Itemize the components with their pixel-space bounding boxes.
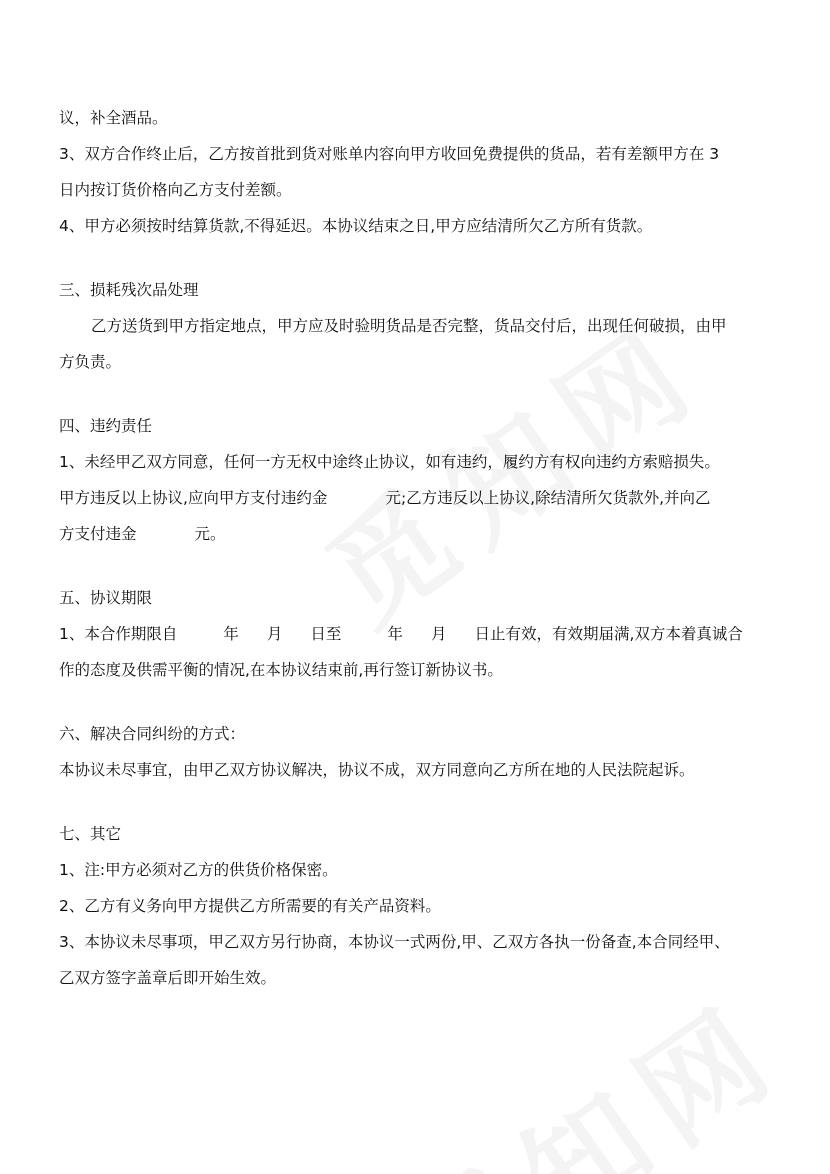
text-span: 元;乙方违反以上协议,除结清所欠货款外,并向乙 (385, 489, 711, 507)
paragraph-line: 方负责。 (59, 353, 122, 371)
paragraph-line: 3、双方合作终止后，乙方按首批到货对账单内容向甲方收回免费提供的货品，若有差额甲方在 3 (59, 145, 720, 163)
paragraph-line: 作的态度及供需平衡的情况,在本协议结束前,再行签订新协议书。 (59, 661, 503, 679)
paragraph-line: 1、未经甲乙双方同意，任何一方无权中途终止协议，如有违约，履约方有权向违约方索赔损失。 (59, 453, 720, 471)
section-title: 四、违约责任 (59, 417, 153, 435)
paragraph-line: 4、甲方必须按时结算货款,不得延迟。本协议结束之日,甲方应结清所欠乙方所有货款。 (59, 217, 653, 235)
text-span: 日至 (310, 625, 342, 643)
text-span: 方支付违金 (59, 525, 137, 543)
section-title: 六、解决合同纠纷的方式： (59, 725, 246, 743)
document-body (59, 100, 775, 996)
text-span: 日止有效，有效期届满,双方本着真诚合 (474, 625, 743, 643)
paragraph-line (59, 616, 775, 652)
text-span: 元。 (194, 525, 226, 543)
text-span: 甲方违反以上协议,应向甲方支付违约金 (59, 489, 328, 507)
paragraph-line: 议，补全酒品。 (59, 109, 168, 127)
section-title: 七、其它 (59, 825, 122, 843)
text-span: 1、本合作期限自 (59, 625, 178, 643)
section-title: 三、损耗残次品处理 (59, 281, 199, 299)
paragraph-line: 乙方送货到甲方指定地点，甲方应及时验明货品是否完整，货品交付后，出现任何破损，由甲 (91, 317, 727, 335)
text-span: 月 (266, 625, 283, 643)
paragraph-line: 日内按订货价格向乙方支付差额。 (59, 181, 292, 199)
paragraph-line: 2、乙方有义务向甲方提供乙方所需要的有关产品资料。 (59, 897, 441, 915)
paragraph-line (59, 480, 775, 516)
paragraph-line (59, 516, 775, 552)
text-span: 月 (430, 625, 447, 643)
paragraph-line: 本协议未尽事宜，由甲乙双方协议解决，协议不成，双方同意向乙方所在地的人民法院起诉。 (59, 761, 695, 779)
paragraph-line: 3、本协议未尽事项，甲乙双方另行协商，本协议一式两份,甲、乙双方各执一份备查,本合同经甲、 (59, 933, 730, 951)
paragraph-line: 乙双方签字盖章后即开始生效。 (59, 969, 277, 987)
text-span: 年 (223, 625, 239, 643)
paragraph-line: 1、注:甲方必须对乙方的供货价格保密。 (59, 861, 338, 879)
text-span: 年 (387, 625, 403, 643)
section-title: 五、协议期限 (59, 589, 153, 607)
